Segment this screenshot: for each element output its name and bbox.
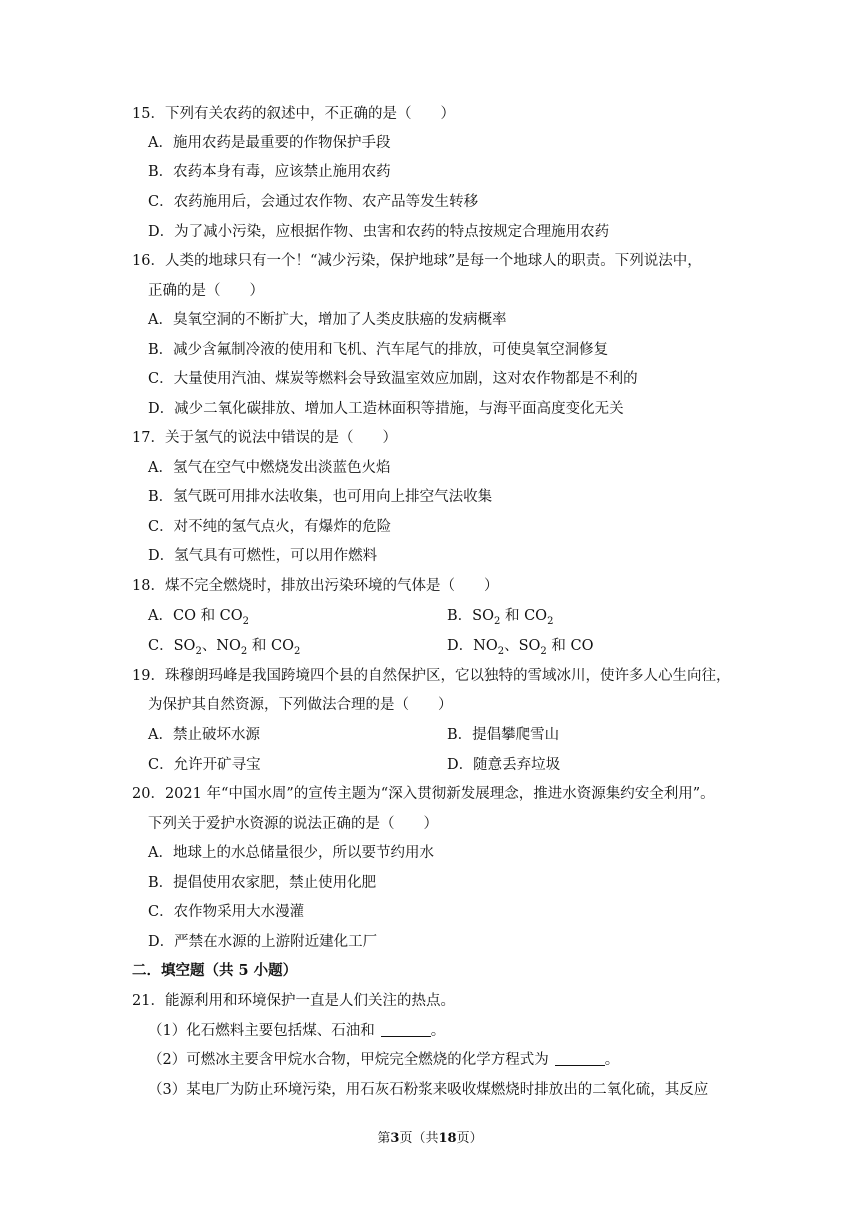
option-text: SO	[173, 638, 196, 654]
question-15-option-c: C．农药施用后，会通过农作物、农产品等发生转移	[148, 194, 479, 210]
question-18-option-b	[447, 606, 553, 626]
total-pages: 18	[438, 1131, 457, 1146]
question-16-stem-cont: 正确的是（ ）	[148, 283, 264, 299]
question-18-option-d	[447, 636, 594, 656]
question-20-option-c: C．农作物采用大水漫灌	[148, 904, 305, 920]
option-label: D．	[447, 638, 474, 654]
option-text: CO 和 CO	[172, 608, 243, 624]
sub-question-text: （1）化石燃料主要包括煤、石油和	[148, 1023, 375, 1039]
question-16-option-d: D．减少二氧化碳排放、增加人工造林面积等措施，与海平面高度变化无关	[148, 401, 624, 417]
question-20-stem-cont: 下列关于爱护水资源的说法正确的是（ ）	[148, 816, 438, 832]
answer-blank[interactable]	[381, 1022, 431, 1037]
option-text: SO	[472, 608, 494, 624]
punctuation: 。	[604, 1052, 620, 1068]
subscript: 2	[242, 615, 250, 627]
question-19-option-c: C．允许开矿寻宝	[148, 757, 261, 773]
punctuation: 。	[430, 1023, 446, 1039]
question-18-option-a	[148, 606, 249, 626]
question-21-sub-1	[148, 1021, 445, 1041]
question-15-stem: 15．下列有关农药的叙述中，不正确的是（ ）	[132, 106, 455, 122]
question-20-option-b: B．提倡使用农家肥，禁止使用化肥	[148, 875, 377, 891]
option-text: NO	[473, 638, 498, 654]
question-19-stem: 19．珠穆朗玛峰是我国跨境四个县的自然保护区，它以独特的雪域冰川，使许多人心生向往，	[132, 668, 731, 684]
option-label: A．	[148, 608, 173, 624]
question-16-stem: 16．人类的地球只有一个！“减少污染，保护地球”是每一个地球人的职责。下列说法中，	[132, 253, 702, 269]
sub-question-text: （2）可燃冰主要含甲烷水合物，甲烷完全燃烧的化学方程式为	[148, 1052, 549, 1068]
question-21-stem: 21．能源利用和环境保护一直是人们关注的热点。	[132, 993, 455, 1009]
question-21-sub-3: （3）某电厂为防止环境污染，用石灰石粉浆来吸收煤燃烧时排放出的二氧化硫，其反应	[148, 1082, 709, 1098]
question-17-option-a: A．氢气在空气中燃烧发出淡蓝色火焰	[148, 460, 391, 476]
question-20-option-d: D．严禁在水源的上游附近建化工厂	[148, 934, 378, 950]
question-20-option-a: A．地球上的水总储量很少，所以要节约用水	[148, 845, 434, 861]
question-17-option-b: B．氢气既可用排水法收集，也可用向上排空气法收集	[148, 489, 493, 505]
answer-blank[interactable]	[555, 1051, 605, 1066]
question-16-option-b: B．减少含氟制冷液的使用和飞机、汽车尾气的排放，可使臭氧空洞修复	[148, 342, 609, 358]
question-17-stem: 17．关于氢气的说法中错误的是（ ）	[132, 430, 397, 446]
subscript: 2	[293, 645, 301, 657]
question-21-sub-2	[148, 1050, 619, 1070]
option-label: B．	[447, 608, 473, 624]
question-18-option-c	[148, 636, 300, 656]
question-17-option-d: D．氢气具有可燃性，可以用作燃料	[148, 548, 378, 564]
question-19-option-a: A．禁止破坏水源	[148, 727, 260, 743]
question-15-option-a: A．施用农药是最重要的作物保护手段	[148, 135, 391, 151]
option-text: 和 CO	[546, 638, 594, 654]
subscript: 2	[493, 615, 501, 627]
option-text: 和 CO	[500, 608, 548, 624]
footer-text: 第	[377, 1131, 391, 1146]
page-footer	[0, 1127, 860, 1146]
section-heading: 二．填空题（共 5 小题）	[132, 962, 298, 979]
question-18-stem: 18．煤不完全燃烧时，排放出污染环境的气体是（ ）	[132, 578, 499, 594]
question-19-option-b: B．提倡攀爬雪山	[447, 727, 560, 743]
subscript: 2	[540, 645, 547, 657]
subscript: 2	[497, 645, 505, 657]
subscript: 2	[195, 645, 202, 657]
question-16-option-c: C．大量使用汽油、煤炭等燃料会导致温室效应加剧，这对农作物都是不利的	[148, 371, 638, 387]
question-20-stem: 20．2021 年“中国水周”的宣传主题为“深入贯彻新发展理念，推进水资源集约安全利用”。	[132, 786, 715, 802]
question-19-option-d: D．随意丢弃垃圾	[447, 757, 561, 773]
question-16-option-a: A．臭氧空洞的不断扩大，增加了人类皮肤癌的发病概率	[148, 312, 507, 328]
subscript: 2	[547, 615, 554, 627]
option-text: 、SO	[504, 638, 541, 654]
footer-text: 页（共	[399, 1131, 439, 1146]
question-15-option-b: B．农药本身有毒，应该禁止施用农药	[148, 164, 391, 180]
option-label: C．	[148, 638, 174, 654]
question-19-stem-cont: 为保护其自然资源，下列做法合理的是（ ）	[148, 697, 453, 713]
subscript: 2	[240, 645, 248, 657]
option-text: 、NO	[201, 638, 241, 654]
footer-text: 页）	[456, 1131, 483, 1146]
option-text: 和 CO	[247, 638, 294, 654]
question-15-option-d: D．为了减小污染，应根据作物、虫害和农药的特点按规定合理施用农药	[148, 224, 610, 240]
question-17-option-c: C．对不纯的氢气点火，有爆炸的危险	[148, 519, 392, 535]
page-number: 3	[390, 1131, 400, 1146]
